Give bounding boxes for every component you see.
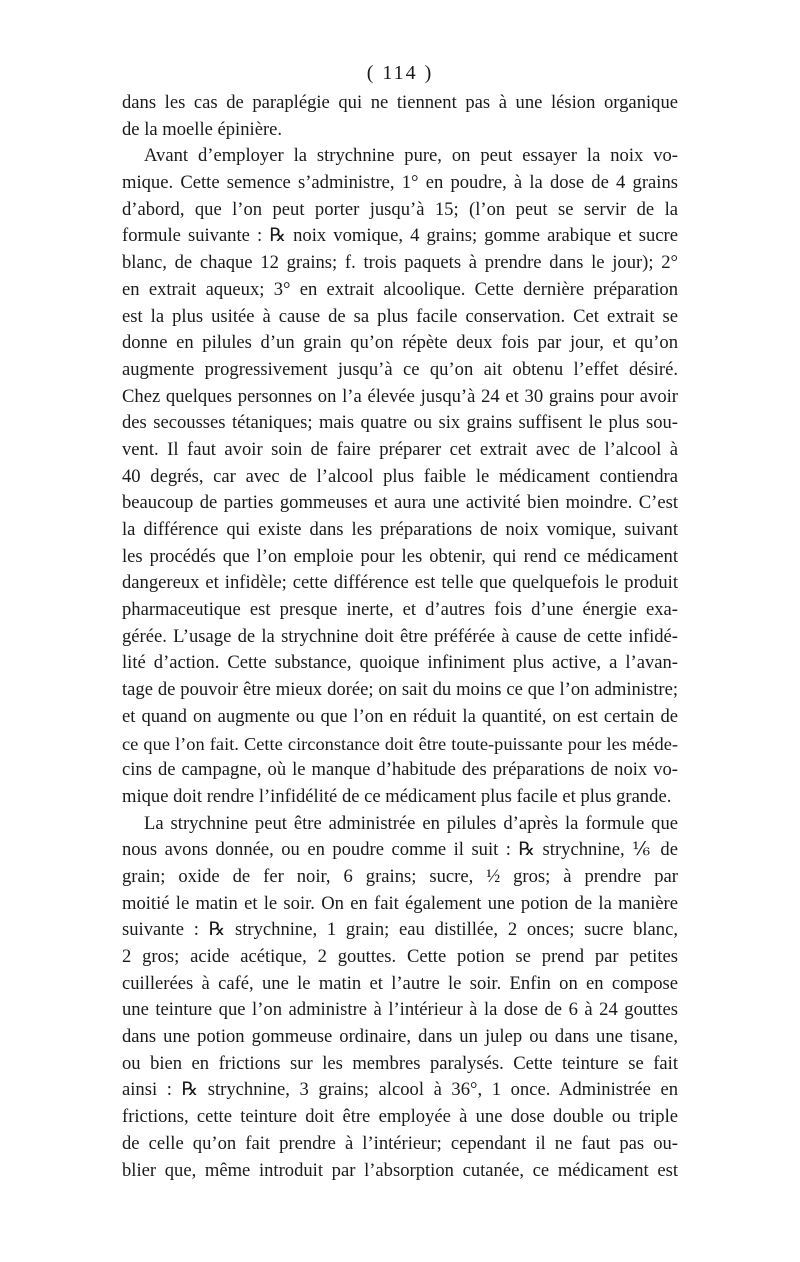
text-line: dangereux et infidèle; cette différence est telle que quelquefois le produit	[122, 572, 678, 594]
text-line: moitié le matin et le soir. On en fait également une potion de la manière	[122, 892, 678, 914]
paragraph-start-line: La strychnine peut être administrée en pilules d’après la formule que	[144, 812, 678, 834]
text-line: blier que, même introduit par l’absorption cutanée, ce médicament est	[122, 1159, 678, 1181]
text-line: nous avons donnée, ou en poudre comme il suit : ℞ strychnine, ⅙ de	[122, 839, 678, 861]
text-line: ou bien en frictions sur les membres paralysés. Cette teinture se fait	[122, 1052, 678, 1074]
text-line: est la plus usitée à cause de sa plus facile conservation. Cet extrait se	[122, 305, 678, 327]
text-line: Chez quelques personnes on l’a élevée jusqu’à 24 et 30 grains pour avoir	[122, 385, 678, 407]
text-line: vent. Il faut avoir soin de faire préparer cet extrait avec de l’alcool à	[122, 438, 678, 460]
text-line: augmente progressivement jusqu’à ce qu’on ait obtenu l’effet désiré.	[122, 358, 678, 380]
text-line: d’abord, que l’on peut porter jusqu’à 15; (l’on peut se servir de la	[122, 198, 678, 220]
text-line: cins de campagne, où le manque d’habitude des préparations de noix vo-	[122, 759, 678, 781]
text-line: 2 gros; acide acétique, 2 gouttes. Cette potion se prend par petites	[122, 946, 678, 967]
text-line: tage de pouvoir être mieux dorée; on sait du moins ce que l’on administre;	[122, 679, 678, 701]
text-line: mique. Cette semence s’administre, 1° en poudre, à la dose de 4 grains	[122, 172, 678, 194]
text-line: 40 degrés, car avec de l’alcool plus faible le médicament contiendra	[122, 465, 678, 487]
paragraph-start-line: Avant d’employer la strychnine pure, on peut essayer la noix vo-	[144, 145, 678, 167]
body-text	[122, 90, 678, 1184]
text-line: cuillerées à café, une le matin et l’autre le soir. Enfin on en compose	[122, 972, 678, 994]
text-line: les procédés que l’on emploie pour les obtenir, qui rend ce médicament	[122, 545, 678, 567]
text-line: donne en pilules d’un grain qu’on répète deux fois par jour, et qu’on	[122, 332, 678, 354]
text-line: ce que l’on fait. Cette circonstance doit être toute-puissante pour les méde-	[122, 733, 678, 754]
text-line: grain; oxide de fer noir, 6 grains; sucre, ½ gros; à prendre par	[122, 865, 678, 887]
text-line: gérée. L’usage de la strychnine doit être préférée à cause de cette infidé-	[122, 625, 678, 647]
text-line: la différence qui existe dans les préparations de noix vomique, suivant	[122, 519, 678, 540]
text-line: beaucoup de parties gommeuses et aura une activité bien moindre. C’est	[122, 492, 678, 514]
text-line: de celle qu’on fait prendre à l’intérieur; cependant il ne faut pas ou-	[122, 1132, 678, 1154]
text-line: blanc, de chaque 12 grains; f. trois paquets à prendre dans le jour); 2°	[122, 252, 678, 274]
page-number: ( 114 )	[366, 62, 434, 84]
paragraph-end-line: mique doit rendre l’infidélité de ce médicament plus facile et plus grande.	[122, 785, 672, 807]
text-line: des secousses tétaniques; mais quatre ou six grains suffisent le plus sou-	[122, 412, 678, 434]
text-line: dans les cas de paraplégie qui ne tiennent pas à une lésion organique	[122, 92, 678, 113]
text-line: suivante : ℞ strychnine, 1 grain; eau distillée, 2 onces; sucre blanc,	[122, 919, 678, 941]
text-line: une teinture que l’on administre à l’intérieur à la dose de 6 à 24 gouttes	[122, 999, 678, 1021]
text-line: en extrait aqueux; 3° en extrait alcoolique. Cette dernière préparation	[122, 278, 678, 300]
text-line: lité d’action. Cette substance, quoique infiniment plus active, a l’avan-	[122, 652, 678, 674]
text-line: et quand on augmente ou que l’on en réduit la quantité, on est certain de	[122, 705, 678, 727]
text-line: pharmaceutique est presque inerte, et d’autres fois d’une énergie exa-	[122, 599, 678, 621]
text-line: ainsi : ℞ strychnine, 3 grains; alcool à 36°, 1 once. Administrée en	[122, 1079, 678, 1101]
paragraph-end-line: de la moelle épinière.	[122, 118, 283, 140]
text-line: frictions, cette teinture doit être employée à une dose double ou triple	[122, 1106, 678, 1128]
text-line: formule suivante : ℞ noix vomique, 4 grains; gomme arabique et sucre	[122, 225, 678, 247]
text-line: dans une potion gommeuse ordinaire, dans un julep ou dans une tisane,	[122, 1026, 678, 1048]
